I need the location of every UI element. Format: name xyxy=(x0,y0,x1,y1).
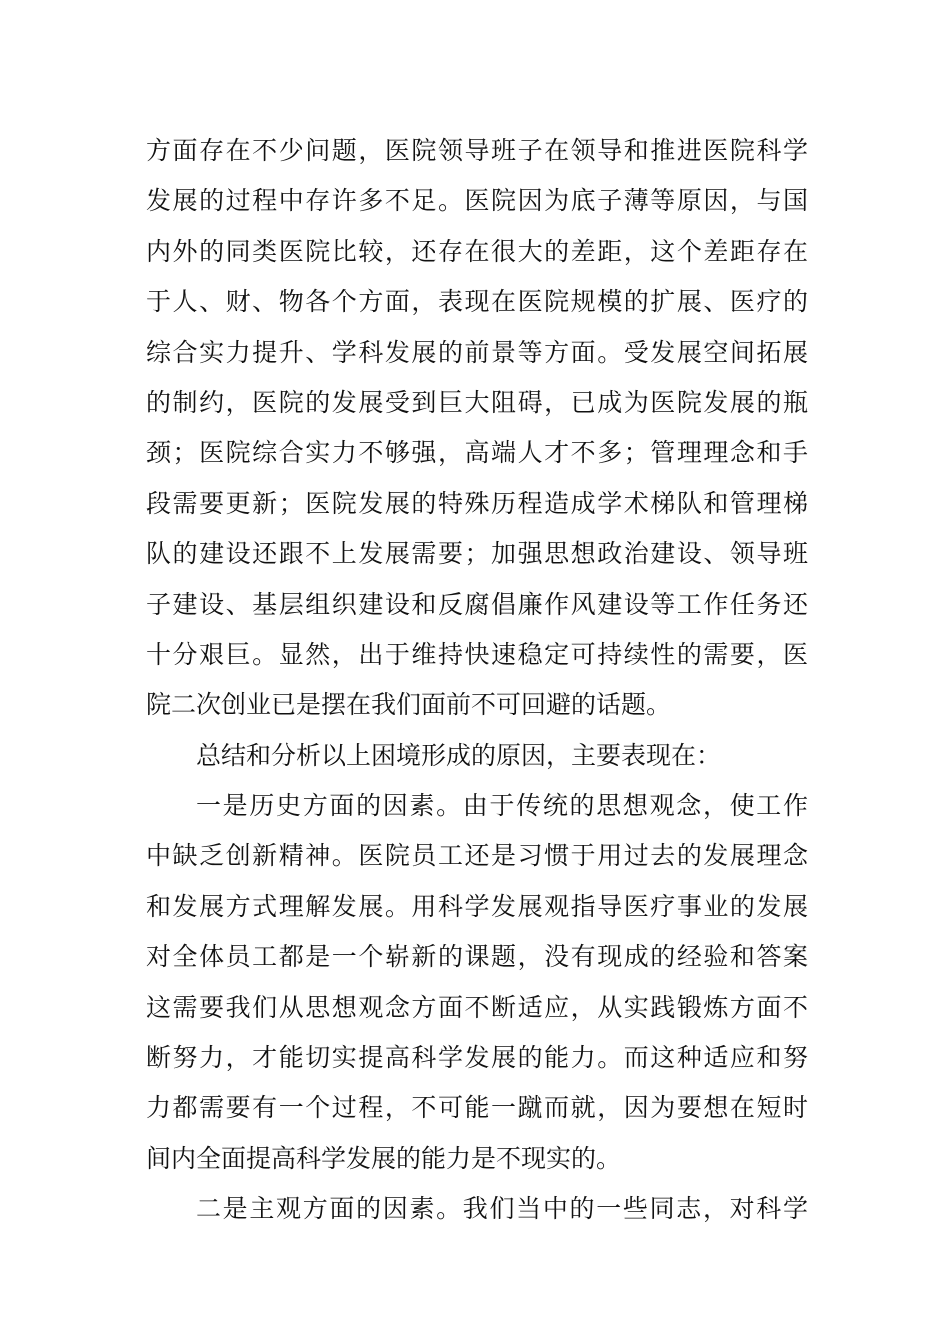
text-line: 对全体员工都是一个崭新的课题，没有现成的经验和答案 xyxy=(146,942,808,972)
text-line: 中缺乏创新精神。医院员工还是习惯于用过去的发展理念 xyxy=(146,841,808,871)
text-line: 间内全面提高科学发展的能力是不现实的。 xyxy=(146,1143,622,1173)
text-line: 综合实力提升、学科发展的前景等方面。受发展空间拓展 xyxy=(146,337,808,367)
paragraph-start: 二是主观方面的因素。我们当中的一些同志，对科学 xyxy=(196,1194,808,1224)
text-line: 子建设、基层组织建设和反腐倡廉作风建设等工作任务还 xyxy=(146,589,808,619)
text-line: 和发展方式理解发展。用科学发展观指导医疗事业的发展 xyxy=(146,891,808,921)
text-line: 断努力，才能切实提高科学发展的能力。而这种适应和努 xyxy=(146,1043,808,1073)
text-line: 院二次创业已是摆在我们面前不可回避的话题。 xyxy=(146,690,672,720)
text-line: 颈；医院综合实力不够强，高端人才不多；管理理念和手 xyxy=(146,438,808,468)
text-line: 队的建设还跟不上发展需要；加强思想政治建设、领导班 xyxy=(146,539,808,569)
body-text xyxy=(146,126,808,1235)
text-line: 这需要我们从思想观念方面不断适应，从实践锻炼方面不 xyxy=(146,992,808,1022)
text-line: 发展的过程中存许多不足。医院因为底子薄等原因，与国 xyxy=(146,186,808,216)
text-line: 方面存在不少问题，医院领导班子在领导和推进医院科学 xyxy=(146,136,808,165)
text-line: 内外的同类医院比较，还存在很大的差距，这个差距存在 xyxy=(146,236,808,266)
paragraph-start: 一是历史方面的因素。由于传统的思想观念，使工作 xyxy=(196,791,808,821)
text-line: 段需要更新；医院发展的特殊历程造成学术梯队和管理梯 xyxy=(146,488,808,518)
text-line: 的制约，医院的发展受到巨大阻碍，已成为医院发展的瓶 xyxy=(146,387,808,417)
paragraph-start: 总结和分析以上困境形成的原因，主要表现在： xyxy=(196,740,722,770)
text-line: 十分艰巨。显然，出于维持快速稳定可持续性的需要，医 xyxy=(146,639,808,669)
text-line: 力都需要有一个过程，不可能一蹴而就，因为要想在短时 xyxy=(146,1093,808,1123)
text-line: 于人、财、物各个方面，表现在医院规模的扩展、医疗的 xyxy=(146,287,808,317)
